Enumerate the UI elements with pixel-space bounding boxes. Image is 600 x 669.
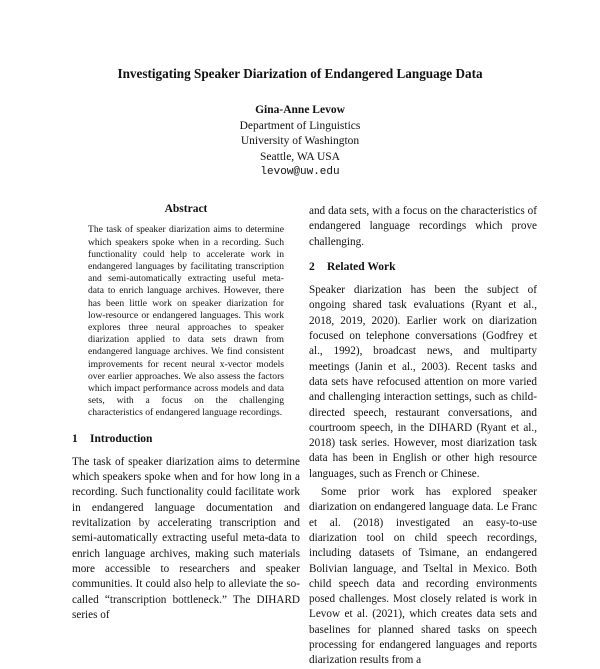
author-department: Department of Linguistics bbox=[239, 119, 361, 132]
paper-title: Investigating Speaker Diarization of Endangered Language Data bbox=[117, 66, 483, 81]
author-block bbox=[0, 103, 600, 181]
section-number: 1 bbox=[72, 432, 78, 445]
related-work-paragraph-2: Some prior work has explored speaker diarization on endangered language data. Le Franc et al. (2018) investigated an easy-to-use diarization tool on child speech recordings, including datasets of Tsimane, an endangered Bolivian language, and Tseltal in Mexico. Both child speech data and recording environments posed challenges. Most closely related is work in Levow et al. (2021), which creates data sets and baselines for planned shared tasks on speech processing for endangered languages and reports diarization results from a bbox=[309, 486, 537, 667]
author-university: University of Washington bbox=[240, 135, 360, 148]
section-title: Related Work bbox=[327, 260, 396, 273]
author-email[interactable]: levow@uw.edu bbox=[260, 166, 340, 179]
related-work-paragraph-1: Speaker diarization has been the subject of ongoing shared task evaluations (Ryant et al., 2018, 2019, 2020). Earlier work on diarization focused on telephone conversations (Godfrey et al., 1992), broadcast news, and multiparty meetings (Janin et al., 2003). Recent tasks and data sets have refocused attention on more varied and challenging interaction settings, such as child-directed speech, restaurant conversations, and courtroom speech, in the DIHARD (Ryant et al., 2018) task series. However, most diarization task data has been in English or other high resource languages, such as French or Chinese. bbox=[309, 284, 537, 480]
left-column bbox=[72, 202, 300, 623]
author-name: Gina-Anne Levow bbox=[255, 104, 345, 116]
author-location: Seattle, WA USA bbox=[260, 150, 340, 163]
section-number: 2 bbox=[309, 260, 315, 273]
right-column bbox=[309, 204, 537, 669]
abstract-text: The task of speaker diarization aims to determine which speakers spoke when in a recording. Such functionality could help to accelerate work in endangered languages by facilitating transcription and semi-automatically extracting useful meta-data to enrich language archives. However, there has been little work on speaker diarization for low-resource or endangered languages. This work explores three neural approaches to speaker diarization applied to data sets drawn from endangered language archives. We find consistent improvements for recent neural x-vector models over earlier approaches. We also assess the factors which impact performance across models and data sets, with a focus on the challenging characteristics of endangered language recordings. bbox=[88, 224, 284, 419]
introduction-paragraph: The task of speaker diarization aims to determine which speakers spoke when and for how long in a recording. Such functionality could facilitate work in endangered language documentation and revitalization by accelerating transcription and semi-automatically extracting useful meta-data to enrich language archives, making such materials more accessible to researchers and speaker communities. It could also help to alleviate the so-called “transcription bottleneck.” The DIHARD series of bbox=[72, 455, 300, 621]
abstract-heading: Abstract bbox=[164, 203, 208, 215]
introduction-continuation: and data sets, with a focus on the characteristics of endangered language recordings which prove challenging. bbox=[309, 205, 537, 248]
section-heading-related-work bbox=[309, 260, 537, 275]
section-heading-introduction bbox=[72, 432, 300, 447]
section-title: Introduction bbox=[90, 432, 153, 445]
